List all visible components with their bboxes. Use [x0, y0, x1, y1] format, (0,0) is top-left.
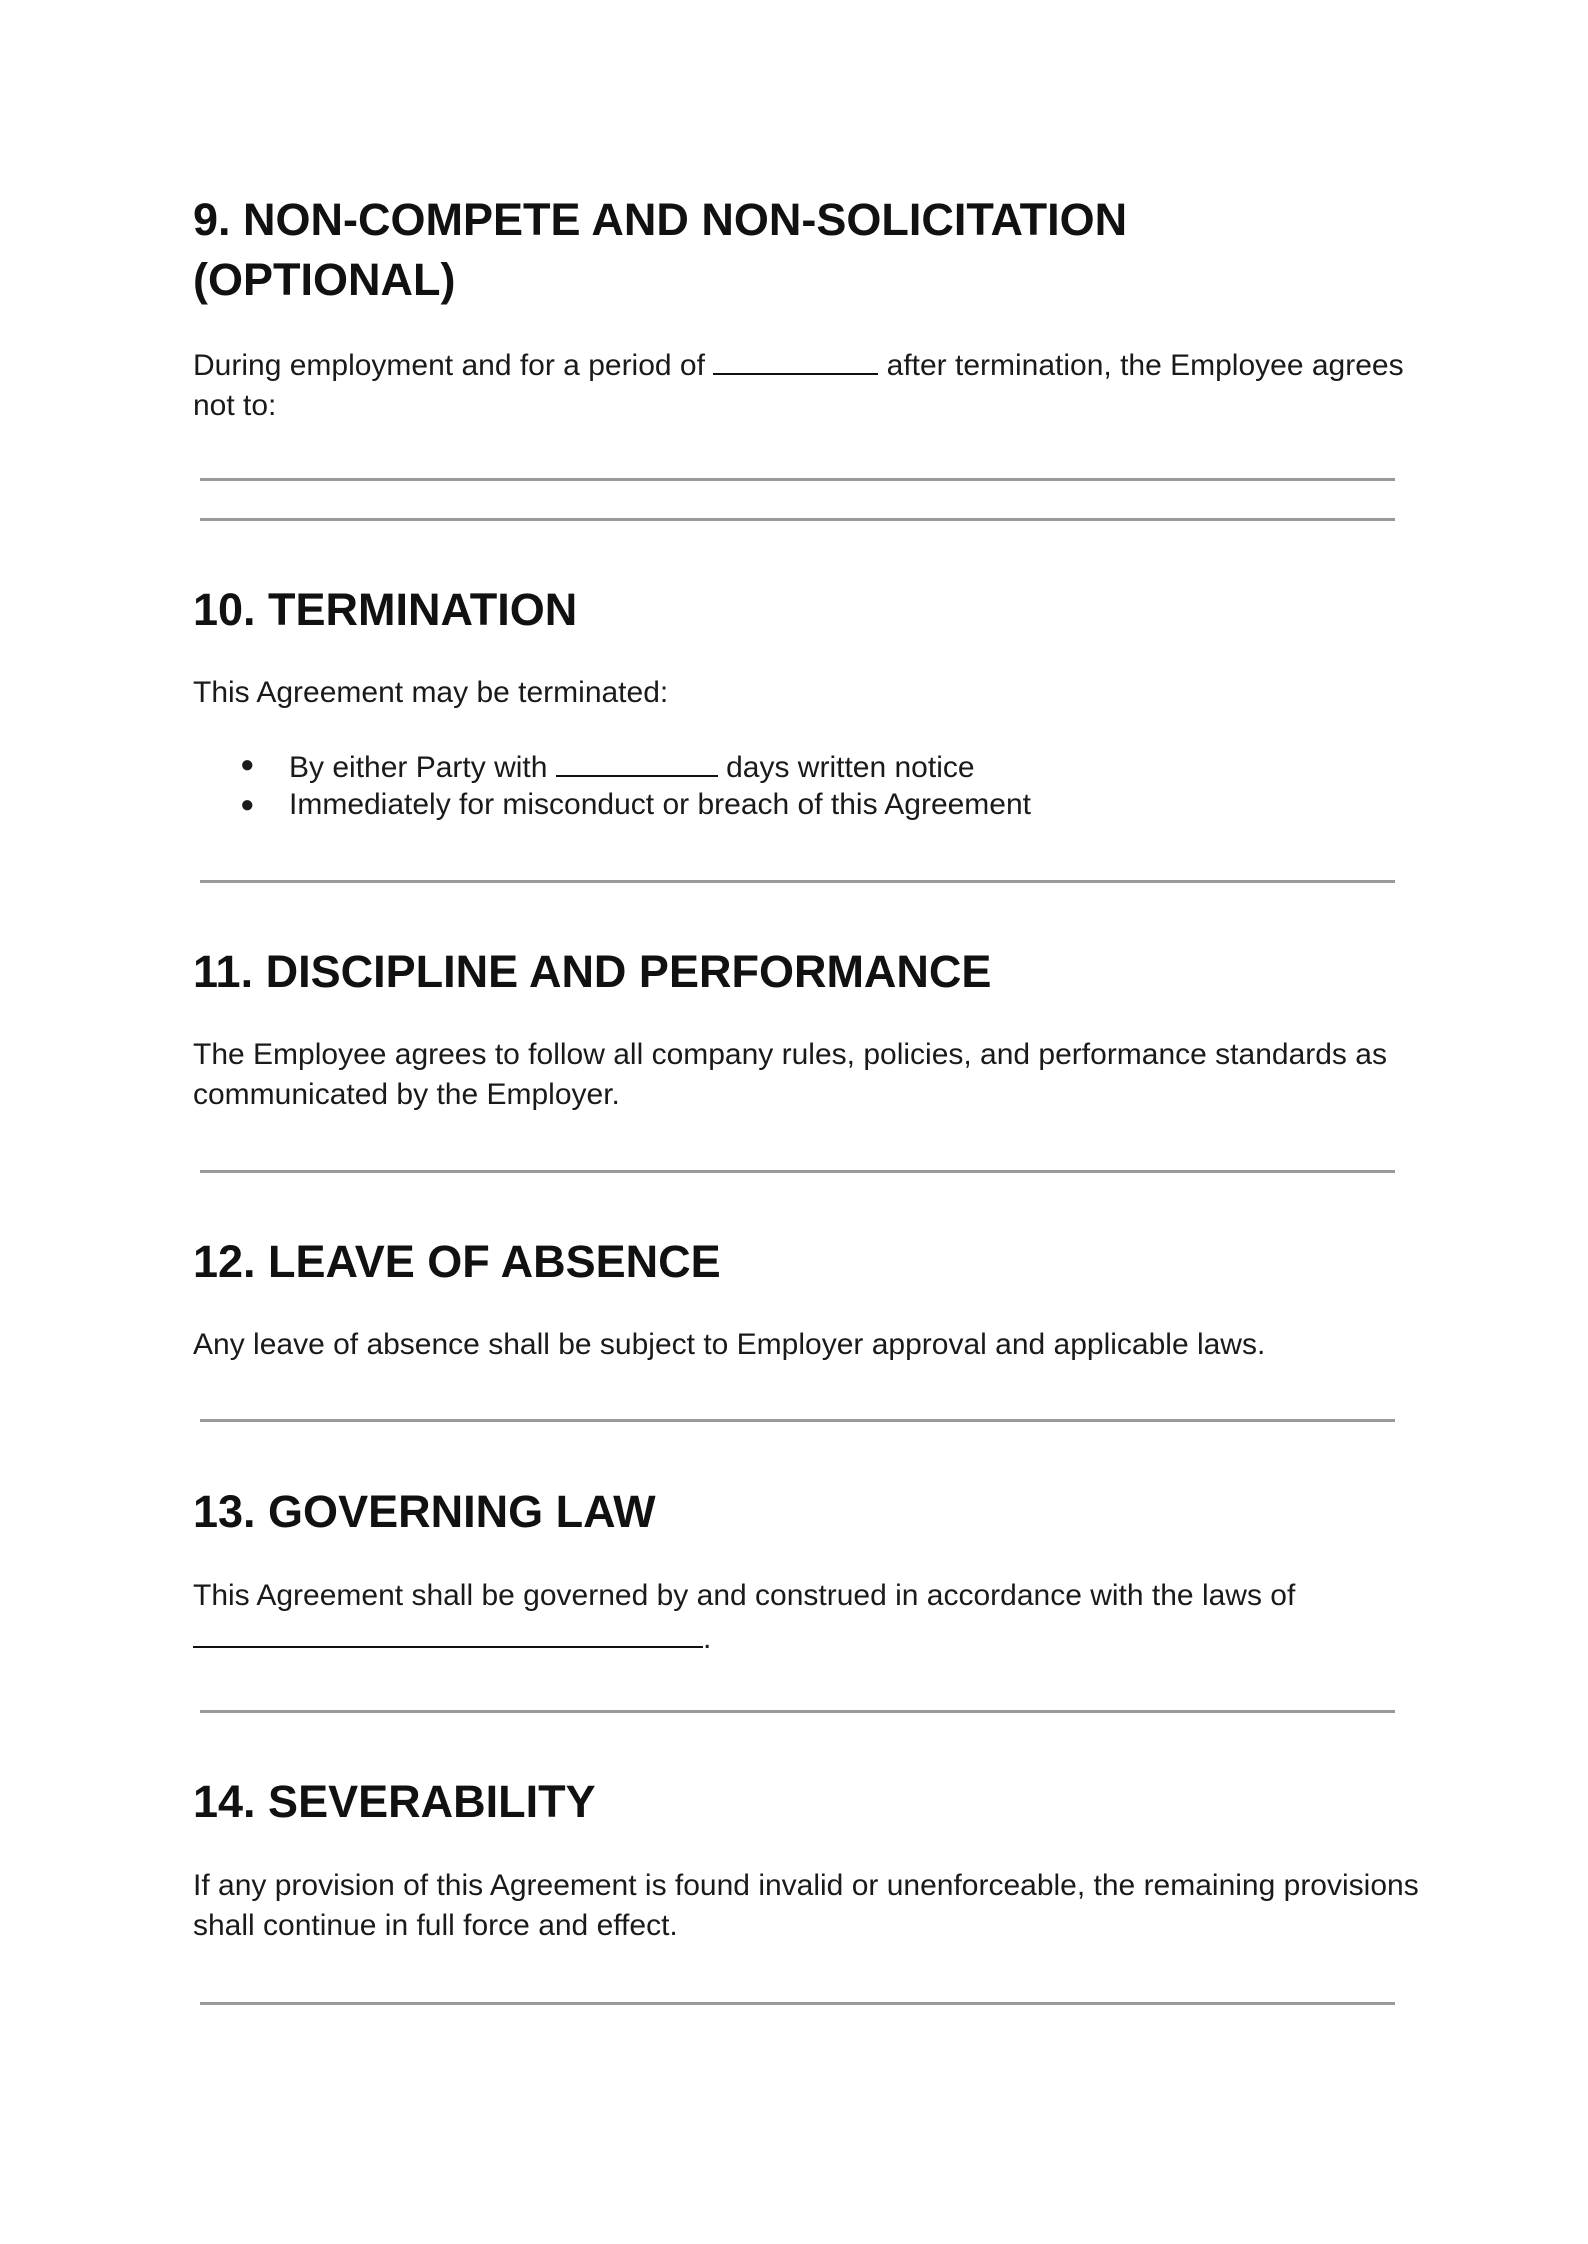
section-9-text — [193, 343, 1423, 426]
list-item-1-part1: By either Party with — [289, 751, 556, 784]
section-9-text-part2: after termination, the Employee agrees — [878, 349, 1404, 382]
notice-days-blank[interactable] — [556, 745, 718, 777]
section-9-heading — [193, 190, 1423, 310]
section-divider — [200, 1170, 1395, 1173]
section-14-text — [193, 1866, 1423, 1946]
bullet-marker-2: ● — [240, 791, 255, 818]
section-11-text-line2: communicated by the Employer. — [193, 1078, 620, 1111]
section-14-heading: 14. SEVERABILITY — [193, 1776, 596, 1827]
list-item: Immediately for misconduct or breach of this Agreement — [289, 788, 1032, 821]
fill-in-line-2[interactable] — [200, 518, 1395, 521]
section-11-heading: 11. DISCIPLINE AND PERFORMANCE — [193, 946, 992, 997]
bullet-marker-1: ● — [240, 751, 255, 778]
section-divider — [200, 1419, 1395, 1422]
section-9-text-part1: During employment and for a period of — [193, 349, 714, 382]
fill-in-line-1[interactable] — [200, 478, 1395, 481]
section-10-intro: This Agreement may be terminated: — [193, 676, 669, 709]
section-13-period: . — [703, 1622, 712, 1655]
section-12-heading: 12. LEAVE OF ABSENCE — [193, 1236, 721, 1287]
section-14-text-line2: shall continue in full force and effect. — [193, 1909, 678, 1942]
section-14-text-line1: If any provision of this Agreement is found invalid or unenforceable, the remaining provisions — [193, 1869, 1419, 1902]
section-divider — [200, 2002, 1395, 2005]
section-10-heading: 10. TERMINATION — [193, 584, 578, 635]
section-divider — [200, 1710, 1395, 1713]
section-11-text — [193, 1035, 1423, 1115]
section-9-text-line2: not to: — [193, 389, 277, 422]
section-13-text-line1: This Agreement shall be governed by and construed in accordance with the laws of — [193, 1579, 1296, 1612]
section-12-text: Any leave of absence shall be subject to Employer approval and applicable laws. — [193, 1328, 1266, 1361]
list-item — [289, 745, 975, 788]
list-item-1-part2: days written notice — [717, 751, 975, 784]
section-divider — [200, 880, 1395, 883]
section-9-heading-line1: 9. NON-COMPETE AND NON-SOLICITATION — [193, 194, 1128, 245]
section-13-text — [193, 1576, 1423, 1659]
section-13-heading: 13. GOVERNING LAW — [193, 1486, 656, 1537]
section-9-heading-line2: (OPTIONAL) — [193, 254, 456, 305]
noncompete-period-blank[interactable] — [713, 343, 878, 375]
governing-law-blank[interactable] — [193, 1616, 703, 1648]
section-11-text-line1: The Employee agrees to follow all company rules, policies, and performance standards as — [193, 1038, 1387, 1071]
